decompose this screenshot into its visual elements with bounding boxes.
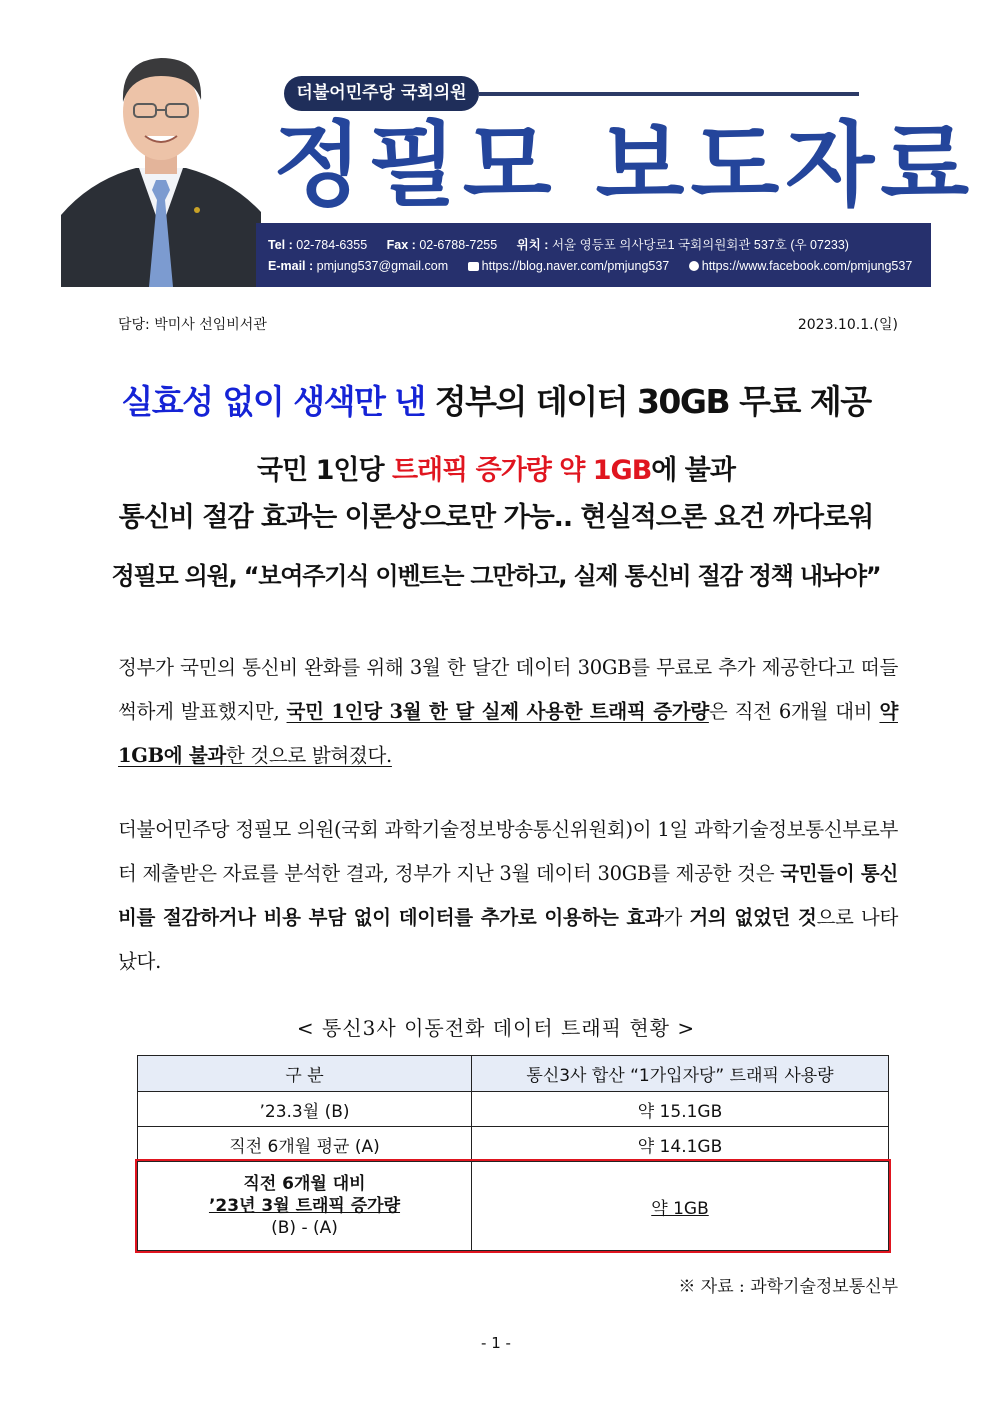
press-release-title: 정필모 보도자료 bbox=[273, 112, 976, 219]
lawmaker-quote: 정필모 의원, “보여주기식 이벤트는 그만하고, 실제 통신비 절감 정책 내놔야” bbox=[111, 562, 881, 590]
table-header-usage: 통신3사 합산 “1가입자당” 트래픽 사용량 bbox=[472, 1056, 889, 1092]
office-address: 서울 영등포 의사당로1 국회의원회관 537호 (우 07233) bbox=[551, 238, 849, 252]
facebook-link[interactable]: https://www.facebook.com/pmjung537 bbox=[701, 259, 913, 273]
p2-text-c: 가 bbox=[663, 906, 690, 929]
party-affiliation-badge: 더불어민주당 국회의원 bbox=[284, 76, 479, 111]
table-cell-label: ’23.3월 (B) bbox=[138, 1092, 472, 1127]
table-cell-value: 약 15.1GB bbox=[472, 1092, 889, 1127]
traffic-data-table bbox=[137, 1055, 889, 1251]
facebook-icon bbox=[689, 261, 699, 271]
lawmaker-portrait-photo bbox=[61, 40, 261, 287]
p1-text-e: 한 것으로 밝혀졌다. bbox=[225, 744, 392, 767]
subheadline-1-pre: 국민 1인당 bbox=[257, 455, 392, 486]
subheadline-1 bbox=[0, 448, 992, 487]
staff-contact: 담당: 박미사 선임비서관 bbox=[118, 317, 267, 333]
increase-label-formula: (B) - (A) bbox=[271, 1218, 338, 1238]
main-headline bbox=[0, 376, 992, 423]
p1-emphasis-d: 약 1GB에 불과 bbox=[118, 700, 898, 767]
p2-text-a: 더불어민주당 정필모 의원(국회 과학기술정보방송통신위원회)이 1일 과학기술정보통신부로부터 제출받은 자료를 분석한 결과, 정부가 지난 3월 데이터 30GB를 제공한 것은 bbox=[118, 818, 898, 885]
page-number: - 1 - bbox=[481, 1334, 511, 1352]
table-row-highlight bbox=[138, 1162, 889, 1251]
p2-text-e: 으로 나타났다. bbox=[118, 906, 898, 973]
p1-text-a: 정부가 국민의 통신비 완화를 위해 3월 한 달간 데이터 30GB를 무료로 추가 제공한다고 떠들썩하게 발표했지만, bbox=[118, 656, 898, 723]
main-headline-highlight: 실효성 없이 생색만 낸 bbox=[121, 382, 425, 421]
data-source-note: ※ 자료 : 과학기술정보통신부 bbox=[678, 1277, 898, 1297]
email-address[interactable]: pmjung537@gmail.com bbox=[316, 259, 449, 273]
subheadline-1-highlight: 트래픽 증가량 약 1GB bbox=[391, 455, 652, 486]
subheadline-2: 통신비 절감 효과는 이론상으로만 가능.. 현실적으론 요건 까다로워 bbox=[118, 502, 874, 533]
fax-number: 02-6788-7255 bbox=[419, 238, 498, 252]
increase-label-line-2: ’23년 3월 트래픽 증가량 bbox=[208, 1196, 401, 1216]
table-caption: < 통신3사 이동전화 데이터 트래픽 현황 > bbox=[296, 1016, 696, 1040]
table-header-category: 구 분 bbox=[138, 1056, 472, 1092]
press-release-header bbox=[61, 40, 976, 287]
table-cell-increase-value: 약 1GB bbox=[472, 1162, 889, 1251]
address-label: 위치 : bbox=[516, 238, 549, 252]
increase-label-line-1: 직전 6개월 대비 bbox=[243, 1174, 366, 1194]
body-paragraph-2 bbox=[118, 808, 898, 984]
table-cell-label: 직전 6개월 평균 (A) bbox=[138, 1127, 472, 1162]
p1-emphasis-b: 국민 1인당 3월 한 달 실제 사용한 트래픽 증가량 bbox=[286, 700, 709, 723]
header-divider-line bbox=[479, 92, 859, 96]
table-row bbox=[138, 1092, 889, 1127]
body-paragraph-1 bbox=[118, 646, 898, 778]
subheadline-1-post: 에 불과 bbox=[651, 455, 735, 486]
email-label: E-mail : bbox=[268, 259, 314, 273]
table-cell-increase-label bbox=[138, 1162, 472, 1251]
main-headline-rest: 정부의 데이터 30GB 무료 제공 bbox=[424, 382, 871, 421]
fax-label: Fax : bbox=[386, 238, 416, 252]
contact-row-phone-address bbox=[268, 235, 849, 253]
contact-info-bar bbox=[256, 223, 931, 287]
table-cell-value: 약 14.1GB bbox=[472, 1127, 889, 1162]
contact-row-online bbox=[268, 259, 912, 273]
tel-label: Tel : bbox=[268, 238, 293, 252]
blog-icon bbox=[468, 262, 479, 271]
p1-text-c: 은 직전 6개월 대비 bbox=[708, 700, 880, 723]
p2-emphasis-d: 거의 없었던 것 bbox=[689, 906, 817, 929]
table-header-row bbox=[138, 1056, 889, 1092]
blog-link[interactable]: https://blog.naver.com/pmjung537 bbox=[481, 259, 670, 273]
table-row bbox=[138, 1127, 889, 1162]
tel-number[interactable]: 02-784-6355 bbox=[296, 238, 368, 252]
p2-emphasis-b: 국민들이 통신비를 절감하거나 비용 부담 없이 데이터를 추가로 이용하는 효과 bbox=[118, 862, 898, 929]
release-date: 2023.10.1.(일) bbox=[797, 317, 898, 333]
